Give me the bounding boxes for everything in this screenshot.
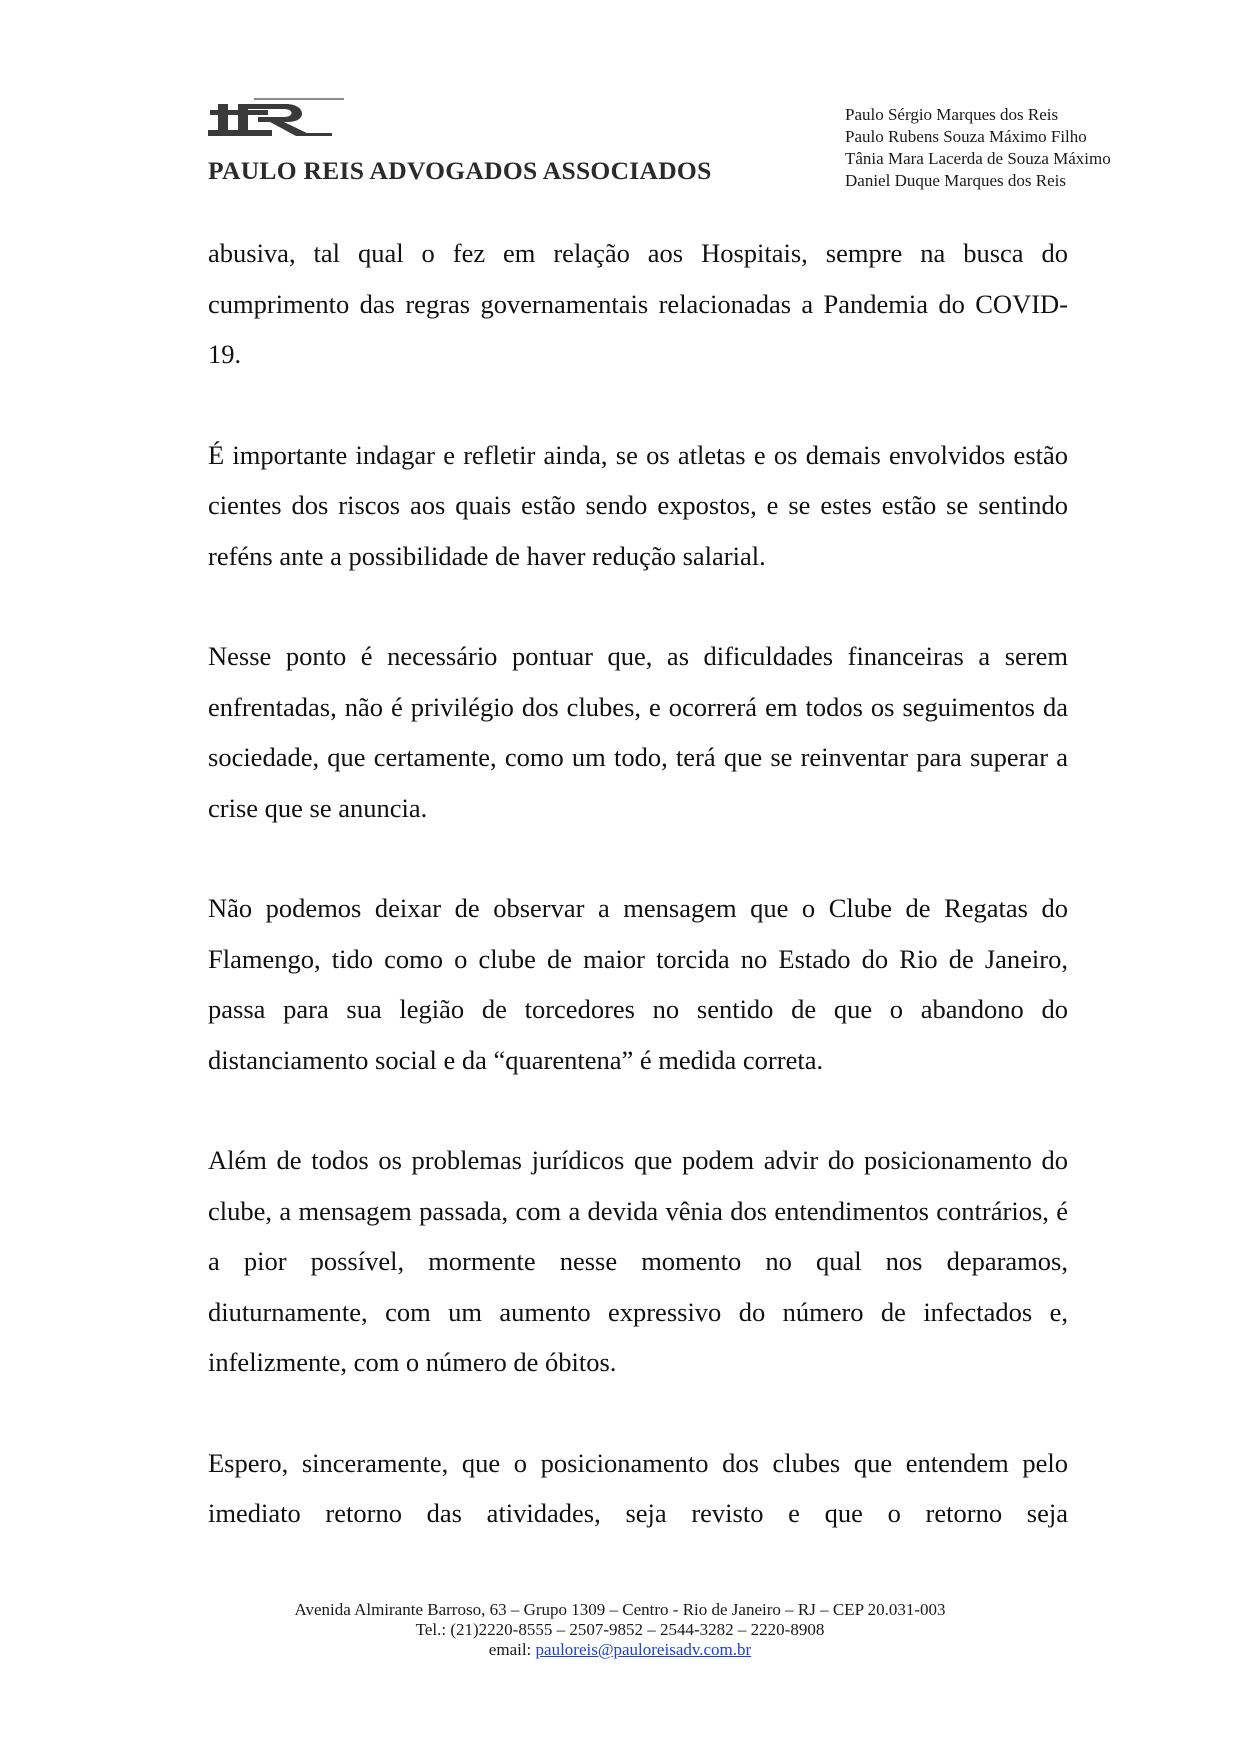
firm-name: PAULO REIS ADVOGADOS ASSOCIADOS: [208, 156, 712, 185]
letterhead-logo: [208, 98, 712, 186]
footer-email-label: email:: [488, 1640, 536, 1659]
body-paragraph: Além de todos os problemas jurídicos que podem advir do posicionamento do clube, a mensagem passada, com a devida vênia dos entendimentos contrários, é a pior possível, mormente nesse momento no qual nos deparamos, diuturnamente, com um aumento expressivo do número de infectados e, infelizmente, com o número de óbitos.: [208, 1145, 1068, 1377]
body-paragraph: É importante indagar e refletir ainda, se os atletas e os demais envolvidos estão cientes dos riscos aos quais estão sendo expostos, e se estes estão se sentindo reféns ante a possibilidade de haver redução salarial.: [208, 439, 1068, 571]
footer-phones: Tel.: (21)2220-8555 – 2507-9852 – 2544-3282 – 2220-8908: [415, 1620, 825, 1639]
partner-name: Tânia Mara Lacerda de Souza Máximo: [845, 149, 1111, 168]
footer-email-link[interactable]: pauloreis@pauloreisadv.com.br: [535, 1640, 752, 1659]
partner-name: Paulo Rubens Souza Máximo Filho: [845, 127, 1087, 146]
letter-body: [208, 228, 1068, 1589]
body-paragraph: Não podemos deixar de observar a mensagem que o Clube de Regatas do Flamengo, tido como o clube de maior torcida no Estado do Rio de Janeiro, passa para sua legião de torcedores no sentido de que o abandono do distanciamento social e da “quarentena” é medida correta.: [208, 893, 1068, 1075]
body-paragraph: Espero, sinceramente, que o posicionamento dos clubes que entendem pelo imediato retorno das atividades, seja revisto e que o retorno seja: [208, 1447, 1068, 1528]
letterhead-footer: [0, 1600, 1240, 1660]
partner-list: [845, 104, 1230, 192]
partner-name: Paulo Sérgio Marques dos Reis: [845, 105, 1059, 124]
footer-email-line: [0, 1640, 1240, 1660]
body-paragraph: abusiva, tal qual o fez em relação aos Hospitais, sempre na busca do cumprimento das regras governamentais relacionadas a Pandemia do COVID-19.: [208, 238, 1068, 369]
footer-address: Avenida Almirante Barroso, 63 – Grupo 1309 – Centro - Rio de Janeiro – RJ – CEP 20.031-003: [294, 1600, 946, 1619]
partner-name: Daniel Duque Marques dos Reis: [845, 171, 1066, 190]
pr-monogram-logo: [208, 98, 353, 138]
body-paragraph: Nesse ponto é necessário pontuar que, as dificuldades financeiras a serem enfrentadas, não é privilégio dos clubes, e ocorrerá em todos os seguimentos da sociedade, que certamente, como um todo, terá que se reinventar para superar a crise que se anuncia.: [208, 641, 1068, 823]
